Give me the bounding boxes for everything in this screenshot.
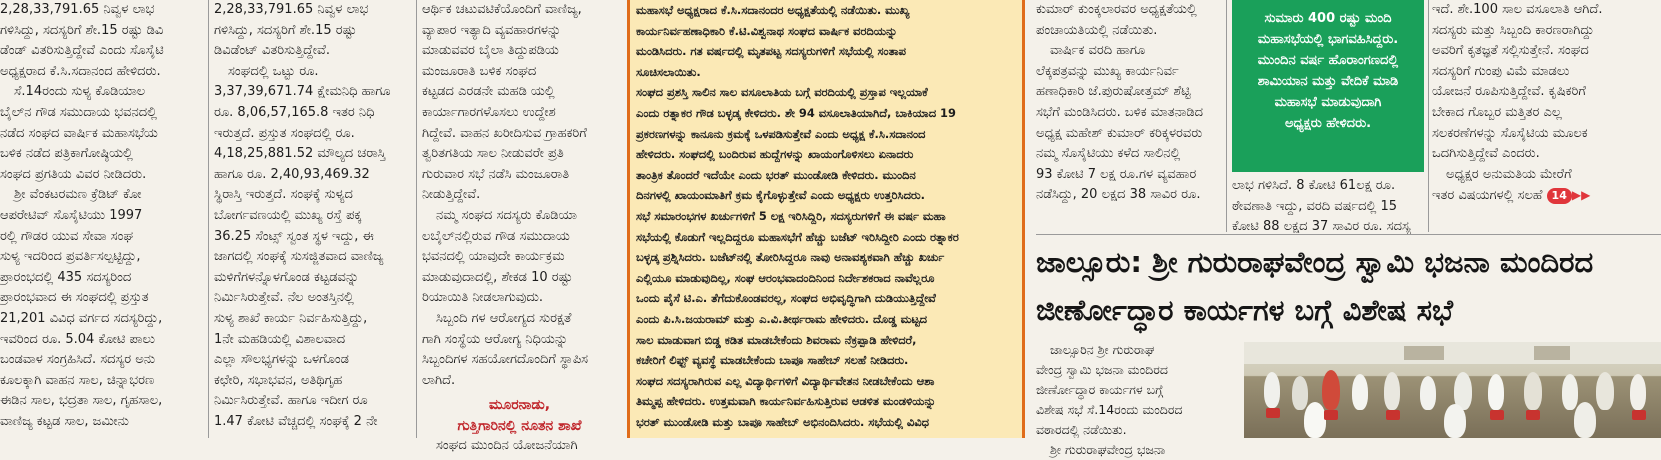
- text-line: ರಿಯಾಯಿತಿ ನೀಡಲಾಗುವುದು.: [422, 290, 544, 306]
- text-line: ಸಾಲ ಮಾಡುವಾಗ ಬಿಡ್ಡ ಕಡಿತ ಮಾಡಬೇಕೆಂದು ಶಿವರಾಮ ನೆಕ್ರಪ್ಪಾಡಿ ಹೇಳಿದರೆ,: [636, 332, 917, 347]
- text-line: ನಿರ್ಮಿಸಿರುತ್ತೇವೆ. ನೆಲ ಅಂತಸ್ತಿನಲ್ಲಿ: [214, 290, 354, 306]
- article-column-7: [1432, 0, 1661, 236]
- text-line: ಕೋಟಿ 88 ಲಕ್ಷದ 37 ಸಾವಿರ ರೂ. ಸದಸ್ಯ: [1232, 219, 1411, 235]
- text-line: ಸೂಚಿಸಲಾಯಿತು.: [636, 64, 701, 79]
- photo-chair: [1526, 410, 1540, 420]
- text-line: ಕೂಲಕ್ಕಾಗಿ ವಾಹನ ಸಾಲ, ಚಿನ್ನಾಭರಣ: [0, 372, 155, 388]
- green-callout-box: [1232, 0, 1424, 172]
- text-line: ಅಧ್ಯಕ್ಷ ಮಹೇಶ್ ಕುಮಾರ್ ಕರಿಕ್ಕಳರವರು: [1036, 125, 1203, 141]
- text-line: ಮಾಡುವುದಾದಲ್ಲಿ, ಶೇಕಡ 10 ರಷ್ಟು: [422, 269, 573, 285]
- continuation-line: [1432, 185, 1661, 206]
- text-line: ತ್ವರಿತಗತಿಯ ಸಾಲ ನೀಡುವರೇ ಪ್ರತಿ: [422, 146, 564, 162]
- text-line: ಮಹಾಸಭೆ ಅಧ್ಯಕ್ಷರಾದ ಕೆ.ಸಿ.ಸದಾನಂದರ ಅಧ್ಯಕ್ಷತೆಯಲ್ಲಿ ನಡೆಯಿತು. ಮುಖ್ಯ: [636, 3, 910, 17]
- text-line: ನಮ್ಮ ಸೊಸೈಟಿಯು ಕಳೆದ ಸಾಲಿನಲ್ಲಿ: [1036, 146, 1181, 162]
- photo-person: [1630, 374, 1646, 410]
- text-line: ಬೋರ್ಗವಣಯಲ್ಲಿ ಮುಖ್ಯ ರಸ್ತೆ ಪಕ್ಕ: [214, 207, 362, 223]
- text-line: ಮಳಿಗೆಗಳನ್ನೊಳಗೊಂಡ ಕಟ್ಟಡವನ್ನು: [214, 269, 359, 285]
- text-line: ಹೇಳಿದರು. ಸಂಘದಲ್ಲಿ ಬಂದಿರುವ ಹುದ್ದೆಗಳನ್ನು ಖಾಯಂಗೊಳಿಸಲು ಏನಾದರು: [636, 147, 914, 162]
- text-line: ಮಹಾಸಭೆ ಮಾಡುವುದಾಗಿ: [1274, 95, 1382, 110]
- text-line: ಗಾಗಿ ಸಂಸ್ಥೆಯ ಆರೋಗ್ಯ ನಿಧಿಯನ್ನು: [422, 331, 568, 347]
- text-line: ಜಾಲ್ಸೂರಿನ ಶ್ರೀ ಗುರುರಾಘ: [1050, 342, 1155, 357]
- text-line: ಸಲಕರಣೆಗಳನ್ನು ಸೊಸೈಟಿಯ ಮೂಲಕ: [1432, 125, 1588, 141]
- text-line: ನಡೆದ ಸಂಘದ ವಾರ್ಷಿಕ ಮಹಾಸಭೆಯ: [0, 125, 158, 141]
- text-line: ಸಂಘದ ಸದಸ್ಯರಾಗಿರುವ ಎಲ್ಲ ವಿದ್ಯಾರ್ಥಿಗಳಿಗೆ ವಿದ್ಯಾರ್ಥಿವೇತನ ನೀಡಬೇಕೆಂದು ಆಶಾ: [636, 373, 935, 388]
- photo-window: [1534, 346, 1570, 360]
- text-line: ಅಧ್ಯಕ್ಷರು ಹೇಳಿದರು.: [1284, 116, 1372, 131]
- text-line: ಸಿಬ್ಬಂದಿ ಗಳ ಆರೋಗ್ಯದ ಸುರಕ್ಷತೆ: [436, 310, 572, 326]
- photo-window: [1404, 346, 1444, 360]
- photo-person: [1420, 376, 1436, 410]
- photo-person: [1488, 374, 1504, 410]
- photo-person: [1292, 376, 1308, 410]
- text-line: ಡಿವಿಡೆಂಟ್ ವಿತರಿಸುತ್ತಿದ್ದೇವೆ.: [214, 43, 331, 59]
- text-line: 3,37,39,671.74 ಕ್ಷೇಮನಿಧಿ ಹಾಗೂ: [214, 84, 391, 100]
- continue-arrow-icon[interactable]: ▶▶: [1571, 188, 1591, 203]
- text-line: ರಲ್ಲಿ ಗೌಡರ ಯುವ ಸೇವಾ ಸಂಘ: [0, 228, 134, 244]
- text-line: ನೀಡುತ್ತಿದ್ದೇವೆ.: [422, 187, 481, 203]
- photo-person: [1562, 374, 1578, 410]
- text-line: ವಠಾರದಲ್ಲಿ ನಡೆಯಿತು.: [1036, 422, 1127, 437]
- text-line: ಕುಮಾರ್ ಕುಂಕ್ಕಲಾರವರ ಅಧ್ಯಕ್ಷತೆಯಲ್ಲಿ: [1036, 2, 1197, 17]
- article-column-2: [214, 0, 412, 438]
- text-line: ಸುಳ್ಯ ಶಾಖೆ ಕಾರ್ಯ ನಿರ್ವಹಿಸುತ್ತಿದ್ದು,: [214, 310, 368, 326]
- text-line: ಸೆ.14ರಂದು ಸುಳ್ಯ ಕೊಡಿಯಾಲ: [14, 84, 146, 100]
- text-line: ಆಪರೇಟಿವ್ ಸೊಸೈಟಿಯು 1997: [0, 207, 143, 223]
- text-line: ಭವನದಲ್ಲಿ ಯಾವುದೇ ಕಾರ್ಯಕ್ರಮ: [422, 249, 565, 265]
- text-line: ಕಚೇರಿಗೆ ಲಿಫ್ಟ್ ವ್ಯವಸ್ಥೆ ಮಾಡಬೇಕೆಂದು ಬಾಪೂ ಸಾಹೇಬ್ ಸಲಹೆ ನೀಡಿದರು.: [636, 353, 909, 368]
- text-line: ಲಬೈಲ್‌ನಲ್ಲಿರುವ ಗೌಡ ಸಮುದಾಯ: [422, 228, 570, 244]
- text-line: ನಮ್ಮ ಸಂಘದ ಸದಸ್ಯರು ಕೊಡಿಯಾ: [436, 207, 577, 223]
- text-line: ಮಹಾಸಭೆಯಲ್ಲಿ ಭಾಗವಹಿಸಿದ್ದರು.: [1257, 32, 1399, 47]
- text-line: ಅಧ್ಯಕ್ಷರಾದ ಕೆ.ಸಿ.ಸದಾನಂದ ಹೇಳಿದರು.: [0, 63, 161, 79]
- text-line: ವಿಶೇಷ ಸಭೆ ಸೆ.14ರಂದು ಮಂದಿರದ: [1036, 402, 1183, 417]
- article-column-1: [0, 0, 205, 438]
- meeting-photo: [1244, 342, 1661, 438]
- article-column-3: [422, 0, 617, 454]
- text-line: ಗಿದ್ದೇವೆ. ವಾಹನ ಖರೀದಿಸುವ ಗ್ರಾಹಕರಿಗೆ: [422, 125, 587, 141]
- text-line: ಶಾಮಿಯಾನ ಮತ್ತು ವೇದಿಕೆ ಮಾಡಿ: [1257, 74, 1399, 89]
- text-line: ಹಣಾಧಿಕಾರಿ ಜೆ.ಪುರುಷೋತ್ತಮ್ ಶೆಟ್ಟಿ: [1036, 84, 1191, 100]
- text-line: ಸುಳ್ಯ ಇದರಿಂದ ಪ್ರವರ್ತಿಸಲ್ಪಟ್ಟಿದ್ದು,: [0, 249, 141, 265]
- article-headline: [1036, 238, 1661, 336]
- text-line: 2,28,33,791.65 ನಿವ್ವಳ ಲಾಭ: [0, 2, 155, 17]
- text-line: ಒಂದು ಪೈಸೆ ಟಿ.ಎ. ತೆಗೆದುಕೊಂಡವರಲ್ಲ, ಸಂಘದ ಅಭಿವೃದ್ಧಿಗಾಗಿ ದುಡಿಯುತ್ತಿದ್ದೇವೆ: [636, 291, 936, 306]
- text-line: ಲೆಕ್ಕಪತ್ರವನ್ನು ಮುಖ್ಯ ಕಾರ್ಯನಿರ್ವ: [1036, 63, 1179, 79]
- text-line: ಗುರುವಾರ ಸಭೆ ನಡೆಸಿ ಮಂಜೂರಾತಿ: [422, 166, 570, 182]
- text-line: ಒದಗಿಸುತ್ತಿದ್ದೇವೆ ಎಂದರು.: [1432, 146, 1540, 162]
- column-divider: [1428, 0, 1429, 232]
- text-line: ಸದಸ್ಯರು ಮತ್ತು ಸಿಬ್ಬಂದಿ ಕಾರಣರಾಗಿದ್ದು: [1432, 22, 1595, 38]
- text-line: 36.25 ಸೆಂಟ್ಸ್ ಸ್ವಂತ ಸ್ಥಳ ಇದ್ದು, ಈ: [214, 228, 374, 244]
- column-divider: [416, 0, 417, 438]
- text-line: ಕಛೇರಿ, ಸಭಾಭವನ, ಅತಿಥಿಗೃಹ: [214, 372, 343, 388]
- text-line: 1.47 ಕೋಟಿ ವೆಚ್ಚದಲ್ಲಿ ಸಂಘಕ್ಕೆ 2 ನೇ: [214, 413, 378, 429]
- text-line: ಎಂದು ರತ್ನಾಕರ ಗೌಡ ಬಳ್ಳಡ್ಕ ಕೇಳಿದರು. ಶೇ 94 ವಸೂಲಾತಿಯಾಗಿದೆ, ಬಾಕಿಯಾದ 19: [636, 105, 956, 120]
- text-line: ಮುಂದಿನ ವರ್ಷ ಹೊರಾಂಗಣದಲ್ಲಿ: [1257, 53, 1399, 68]
- text-line: ದಿನಗಳಲ್ಲಿ ಖಾಯಂಮಾತಿಗೆ ಕ್ರಮ ಕೈಗೊಳ್ಳುತ್ತೇವೆ ಎಂದು ಅಧ್ಯಕ್ಷರು ಉತ್ತರಿಸಿದರು.: [636, 188, 925, 203]
- photo-person: [1264, 372, 1280, 408]
- text-line: ಎಲ್ಲಿಯೂ ಮಾಡುವುದಿಲ್ಲ, ಸಂಘ ಆರಂಭವಾದಂದಿನಿಂದ ನಿರ್ದೇಶಕರಾದ ನಾವೆಲ್ಲರೂ: [636, 270, 935, 285]
- text-line: ಬಂಡವಾಳ ಸಂಗ್ರಹಿಸಿದೆ. ಸದಸ್ಯರ ಅನು: [0, 352, 156, 368]
- text-line: ಪ್ರಾರಂಭವಾದ ಈ ಸಂಘದಲ್ಲಿ ಪ್ರಸ್ತುತ: [0, 290, 149, 306]
- text-line: ಠೇವಣಾತಿ ಇದ್ದು, ವರದಿ ವರ್ಷದಲ್ಲಿ 15: [1232, 198, 1398, 214]
- text-line: ಅಧ್ಯಕ್ಷರ ಅನುಮತಿಯ ಮೇರೆಗೆ: [1446, 166, 1572, 182]
- text-line: ಯೋಜನೆ ರೂಪಿಸುತ್ತಿದ್ದೇವೆ. ಕೃಷಿಕರಿಗೆ: [1432, 84, 1586, 100]
- text-line: ಸದಸ್ಯರಿಗೆ ಗುಂಪು ವಿಮೆ ಮಾಡಲು: [1432, 63, 1570, 79]
- photo-person: [1304, 402, 1326, 438]
- text-line: ಶ್ರೀ ಗುರುರಾಘವೇಂದ್ರ ಭಜನಾ: [1050, 442, 1166, 457]
- photo-person: [1596, 372, 1614, 410]
- photo-person: [1574, 402, 1596, 438]
- text-line: ಎಂದು ಪಿ.ಸಿ.ಜಯರಾಮ್ ಮತ್ತು ಎ.ವಿ.ತೀರ್ಥರಾಮ ಹೇಳಿದರು. ದೊಡ್ಡ ಮಟ್ಟದ: [636, 311, 928, 326]
- text-line: ನಡೆಸಿದ್ದು, 20 ಲಕ್ಷದ 38 ಸಾವಿರ ರೂ.: [1036, 187, 1201, 203]
- text-line: ಸಂಘದ ಮುಂದಿನ ಯೋಜನೆಯಾಗಿ: [436, 438, 578, 454]
- page-number-badge[interactable]: 14: [1547, 188, 1572, 204]
- text-line: ಭರತ್ ಮುಂಡೋಡಿ ಮತ್ತು ಬಾಪೂ ಸಾಹೇಬ್ ಅಭಿನಂದಿಸಿದರು. ಸಭೆಯಲ್ಲಿ ವಿವಿಧ: [636, 414, 929, 429]
- photo-person: [1352, 374, 1368, 410]
- photo-chair: [1324, 410, 1338, 420]
- subheading: ಗುತ್ತಿಗಾರಿನಲ್ಲಿ ನೂತನ ಶಾಖೆ: [457, 417, 582, 434]
- photo-person: [1524, 372, 1542, 410]
- text-line: ವ್ಯಾಪಾರ ಇತ್ಯಾದಿ ವ್ಯವಹಾರಗಳನ್ನು: [422, 22, 562, 38]
- headline-line-2: ಜೀರ್ಣೋದ್ಧಾರ ಕಾರ್ಯಗಳ ಬಗ್ಗೆ ವಿಶೇಷ ಸಭೆ: [1036, 293, 1454, 327]
- text-line: ಇವರಿಂದ ರೂ. 5.04 ಕೋಟಿ ಪಾಲು: [0, 331, 155, 347]
- highlighted-box: [627, 0, 1025, 438]
- column-divider: [208, 0, 209, 438]
- text-line: 4,18,25,881.52 ಮೌಲ್ಯದ ಚರಾಸ್ತಿ: [214, 146, 386, 162]
- text-line: ಕಾರ್ಯಾಗಾರಗಳೊಸಲು ಉದ್ದೇಶ: [422, 104, 556, 120]
- photo-chair: [1632, 410, 1646, 420]
- column-divider: [1226, 0, 1227, 232]
- text-line: ಲಾಭ ಗಳಿಸಿದೆ. 8 ಕೋಟಿ 61ಲಕ್ಷ ರೂ.: [1232, 178, 1396, 193]
- subheading: ಮೂರನಾಡು,: [488, 397, 551, 414]
- text-line: ಬೈಲ್‌ನ ಗೌಡ ಸಮುದಾಯ ಭವನದಲ್ಲಿ: [0, 104, 157, 120]
- text-line: ಬಳಿಕ ನಡೆದ ಪತ್ರಿಕಾಗೋಷ್ಠಿಯಲ್ಲಿ: [0, 146, 133, 162]
- text-line: 93 ಕೋಟಿ 7 ಲಕ್ಷ ರೂ.ಗಳ ವ್ಯವಹಾರ: [1036, 166, 1197, 182]
- text-line: ಪ್ರಾರಂಭದಲ್ಲಿ 435 ಸದಸ್ಯರಿಂದ: [0, 269, 132, 285]
- photo-person: [1384, 372, 1400, 410]
- text-line: ವಾಣಿಜ್ಯ ಕಟ್ಟಡ ಸಾಲ, ಜಮೀನು: [0, 413, 129, 429]
- text-line: ಇತರ ವಿಷಯಗಳಲ್ಲಿ ಸಲಹೆ: [1432, 188, 1543, 204]
- text-line: 1ನೇ ಮಹಡಿಯಲ್ಲಿ ವಿಶಾಲವಾದ: [214, 331, 346, 347]
- text-line: ಕಟ್ಟಡದ ಎರಡನೇ ಮಹಡಿ ಯಲ್ಲಿ: [422, 84, 555, 100]
- article-column-8: [1036, 340, 1236, 457]
- text-line: ಲಾಗಿದೆ.: [422, 372, 456, 388]
- text-line: ಸಭೆ ಸಮಾರಂಭಗಳ ಖರ್ಚುಗಳಿಗೆ 5 ಲಕ್ಷ ಇರಿಸಿದ್ದಿರಿ, ಸದಸ್ಯರುಗಳಿಗೆ ಈ ವರ್ಷ ಮಹಾ: [636, 208, 946, 223]
- text-line: ಮಾಡುವವರ ಬೈಲಾ ತಿದ್ದುಪಡಿಯ: [422, 43, 559, 59]
- text-line: ಸಭೆಯಲ್ಲಿ ಕೊಡುಗೆ ಇಲ್ಲದಿದ್ದರೂ ಮಹಾಸಭೆಗೆ ಹೆಚ್ಚು ಬಜೆಟ್ ಇರಿಸಿದ್ದೀರಿ ಎಂದು ರತ್ನಾಕರ: [636, 229, 959, 244]
- text-line: ಸಂಘದ ಪ್ರಗತಿಯ ವಿವರ ನೀಡಿದರು.: [0, 166, 147, 182]
- text-line: ನಿರ್ಮಿಸಿರುತ್ತೇವೆ. ಹಾಗೂ ಇದೀಗ ರೂ: [214, 393, 368, 409]
- text-line: ರೂ. 8,06,57,165.8 ಇತರ ನಿಧಿ: [214, 104, 375, 120]
- text-line: ಸಿಬ್ಬಂದಿಗಳ ಸಹಯೋಗದೊಂದಿಗೆ ಸ್ಥಾಪಿಸ: [422, 352, 589, 368]
- text-line: ಮಂಜೂರಾತಿ ಬಳಿಕ ಸಂಘದ: [422, 63, 537, 79]
- text-line: ಸಂಘದಲ್ಲಿ ಒಟ್ಟು ರೂ.: [228, 63, 319, 79]
- article-column-6: [1232, 176, 1424, 236]
- text-line: ಎಲ್ಲಾ ಸೌಲಭ್ಯಗಳನ್ನು ಒಳಗೊಂಡ: [214, 352, 349, 368]
- headline-line-1: ಜಾಲ್ಸೂರು: ಶ್ರೀ ಗುರುರಾಘವೇಂದ್ರ ಸ್ವಾಮಿ ಭಜನಾ ಮಂದಿರದ: [1036, 245, 1594, 279]
- photo-chair: [1386, 410, 1400, 420]
- text-line: ಜಾಗದಲ್ಲಿ ಸಂಘಕ್ಕೆ ಸುಸಜ್ಜಿತವಾದ ವಾಣಿಜ್ಯ: [214, 249, 384, 265]
- text-line: ಗಳಿಸಿದ್ದು, ಸದಸ್ಯರಿಗೆ ಶೇ.15 ರಷ್ಟು ಡಿವಿ: [0, 22, 164, 38]
- photo-chair: [1266, 408, 1280, 418]
- text-line: ಶ್ರೀ ವೆಂಕಟರಮಣ ಕ್ರೆಡಿಟ್ ಕೋ: [14, 187, 142, 203]
- text-line: ಅವರಿಗೆ ಕೃತಜ್ಞತೆ ಸಲ್ಲಿಸುತ್ತೇನೆ. ಸಂಘದ: [1432, 43, 1589, 59]
- text-line: ವೇಂದ್ರ ಸ್ವಾಮಿ ಭಜನಾ ಮಂದಿರದ: [1036, 362, 1168, 377]
- text-line: ವಾರ್ಷಿಕ ವರದಿ ಹಾಗೂ: [1050, 43, 1146, 59]
- photo-wall: [1244, 342, 1661, 364]
- text-line: ಗಳಿಸಿದ್ದು, ಸದಸ್ಯರಿಗೆ ಶೇ.15 ರಷ್ಟು: [214, 22, 357, 38]
- text-line: ಬಳ್ಳಡ್ಕ ಪ್ರಶ್ನಿಸಿದರು. ಬಜೆಟ್‌ನಲ್ಲಿ ತೋರಿಸಿದ್ದರೂ ನಾವು ಅನಾವಶ್ಯಕವಾಗಿ ಹೆಚ್ಚು ಖರ್ಚು: [636, 250, 945, 265]
- text-line: ಸಭೆಗೆ ಮಂಡಿಸಿದರು. ಬಳಿಕ ಮಾತನಾಡಿದ: [1036, 104, 1203, 120]
- text-line: ಆರ್ಥಿಕ ಚಟುವಟಿಕೆಯೊಂದಿಗೆ ವಾಣಿಜ್ಯ,: [422, 2, 582, 17]
- text-line: ಡೆಂಡ್ ವಿತರಿಸುತ್ತಿದ್ದೇವೆ ಎಂದು ಸೊಸೈಟಿ: [0, 43, 164, 59]
- text-line: 2,28,33,791.65 ನಿವ್ವಳ ಲಾಭ: [214, 2, 369, 17]
- text-line: ಹಾಗೂ ರೂ. 2,40,93,469.32: [214, 166, 370, 182]
- text-line: ಕಾರ್ಯನಿರ್ವಹಣಾಧಿಕಾರಿ ಕೆ.ಟಿ.ವಿಶ್ವನಾಥ ಸಂಘದ ವಾರ್ಷಿಕ ವರದಿಯನ್ನು: [636, 23, 898, 38]
- article-column-5: [1036, 0, 1221, 230]
- section-divider: [1036, 234, 1661, 235]
- photo-chair: [1490, 410, 1504, 420]
- text-line: ಬೇಕಾದ ಗೊಬ್ಬರ ಮತ್ತಿತರ ಎಲ್ಲ: [1432, 104, 1562, 120]
- text-line: ಇರುತ್ತದೆ. ಪ್ರಸ್ತುತ ಸಂಘದಲ್ಲಿ ರೂ.: [214, 125, 355, 141]
- text-line: ತಿಮ್ಮಪ್ಪ ಹೇಳಿದರು. ಉತ್ತಮವಾಗಿ ಕಾರ್ಯನಿರ್ವಹಿಸುತ್ತಿರುವ ಆಡಳಿತ ಮಂಡಳಿಯನ್ನು: [636, 394, 936, 409]
- text-line: ಈಡಿನ ಸಾಲ, ಭದ್ರತಾ ಸಾಲ, ಗೃಹಸಾಲ,: [0, 393, 163, 409]
- text-line: ಪ್ರಕರಣಗಳನ್ನು ಕಾನೂನು ಕ್ರಮಕ್ಕೆ ಒಳಪಡಿಸುತ್ತೇವೆ ಎಂದು ಅಧ್ಯಕ್ಷ ಕೆ.ಸಿ.ಸದಾನಂದ: [636, 126, 926, 141]
- text-line: ಸ್ಥಿರಾಸ್ತಿ ಇರುತ್ತದೆ. ಸಂಘಕ್ಕೆ ಸುಳ್ಯದ: [214, 187, 353, 203]
- text-line: 21,201 ವಿವಿಧ ವರ್ಗದ ಸದಸ್ಯರಿದ್ದು,: [0, 310, 163, 326]
- text-line: ಪಂಚಾಯತಿಯಲ್ಲಿ ನಡೆಯಿತು.: [1036, 22, 1158, 38]
- text-line: ಜೀರ್ಣೋದ್ಧಾರ ಕಾರ್ಯಗಳ ಬಗ್ಗೆ: [1036, 382, 1164, 397]
- text-line: ಸಂಘದ ಪ್ರಶಸ್ತಿ ಸಾಲಿನ ಸಾಲ ವಸೂಲಾತಿಯ ಬಗ್ಗೆ ವರದಿಯಲ್ಲಿ ಪ್ರಸ್ತಾಪ ಇಲ್ಲಯಾಕೆ: [636, 85, 928, 100]
- photo-person: [1444, 404, 1466, 438]
- text-line: ತಾಂತ್ರಿಕ ತೊಂದರೆ ಇದೆಯೇ ಎಂದು ಭರತ್ ಮುಂಡೋಡಿ ಕೇಳಿದರು. ಮುಂದಿನ: [636, 167, 916, 182]
- text-line: ಸುಮಾರು 400 ರಷ್ಟು ಮಂದಿ: [1264, 11, 1392, 26]
- text-line: ಮಂಡಿಸಿದರು. ಗತ ವರ್ಷದಲ್ಲಿ ಮೃತಪಟ್ಟ ಸದಸ್ಯರುಗಳಿಗೆ ಸಭೆಯಲ್ಲಿ ಸಂತಾಪ: [636, 44, 906, 59]
- photo-person: [1322, 370, 1340, 410]
- text-line: ಇದೆ. ಶೇ.100 ಸಾಲ ವಸೂಲಾತಿ ಆಗಿದೆ.: [1432, 2, 1603, 17]
